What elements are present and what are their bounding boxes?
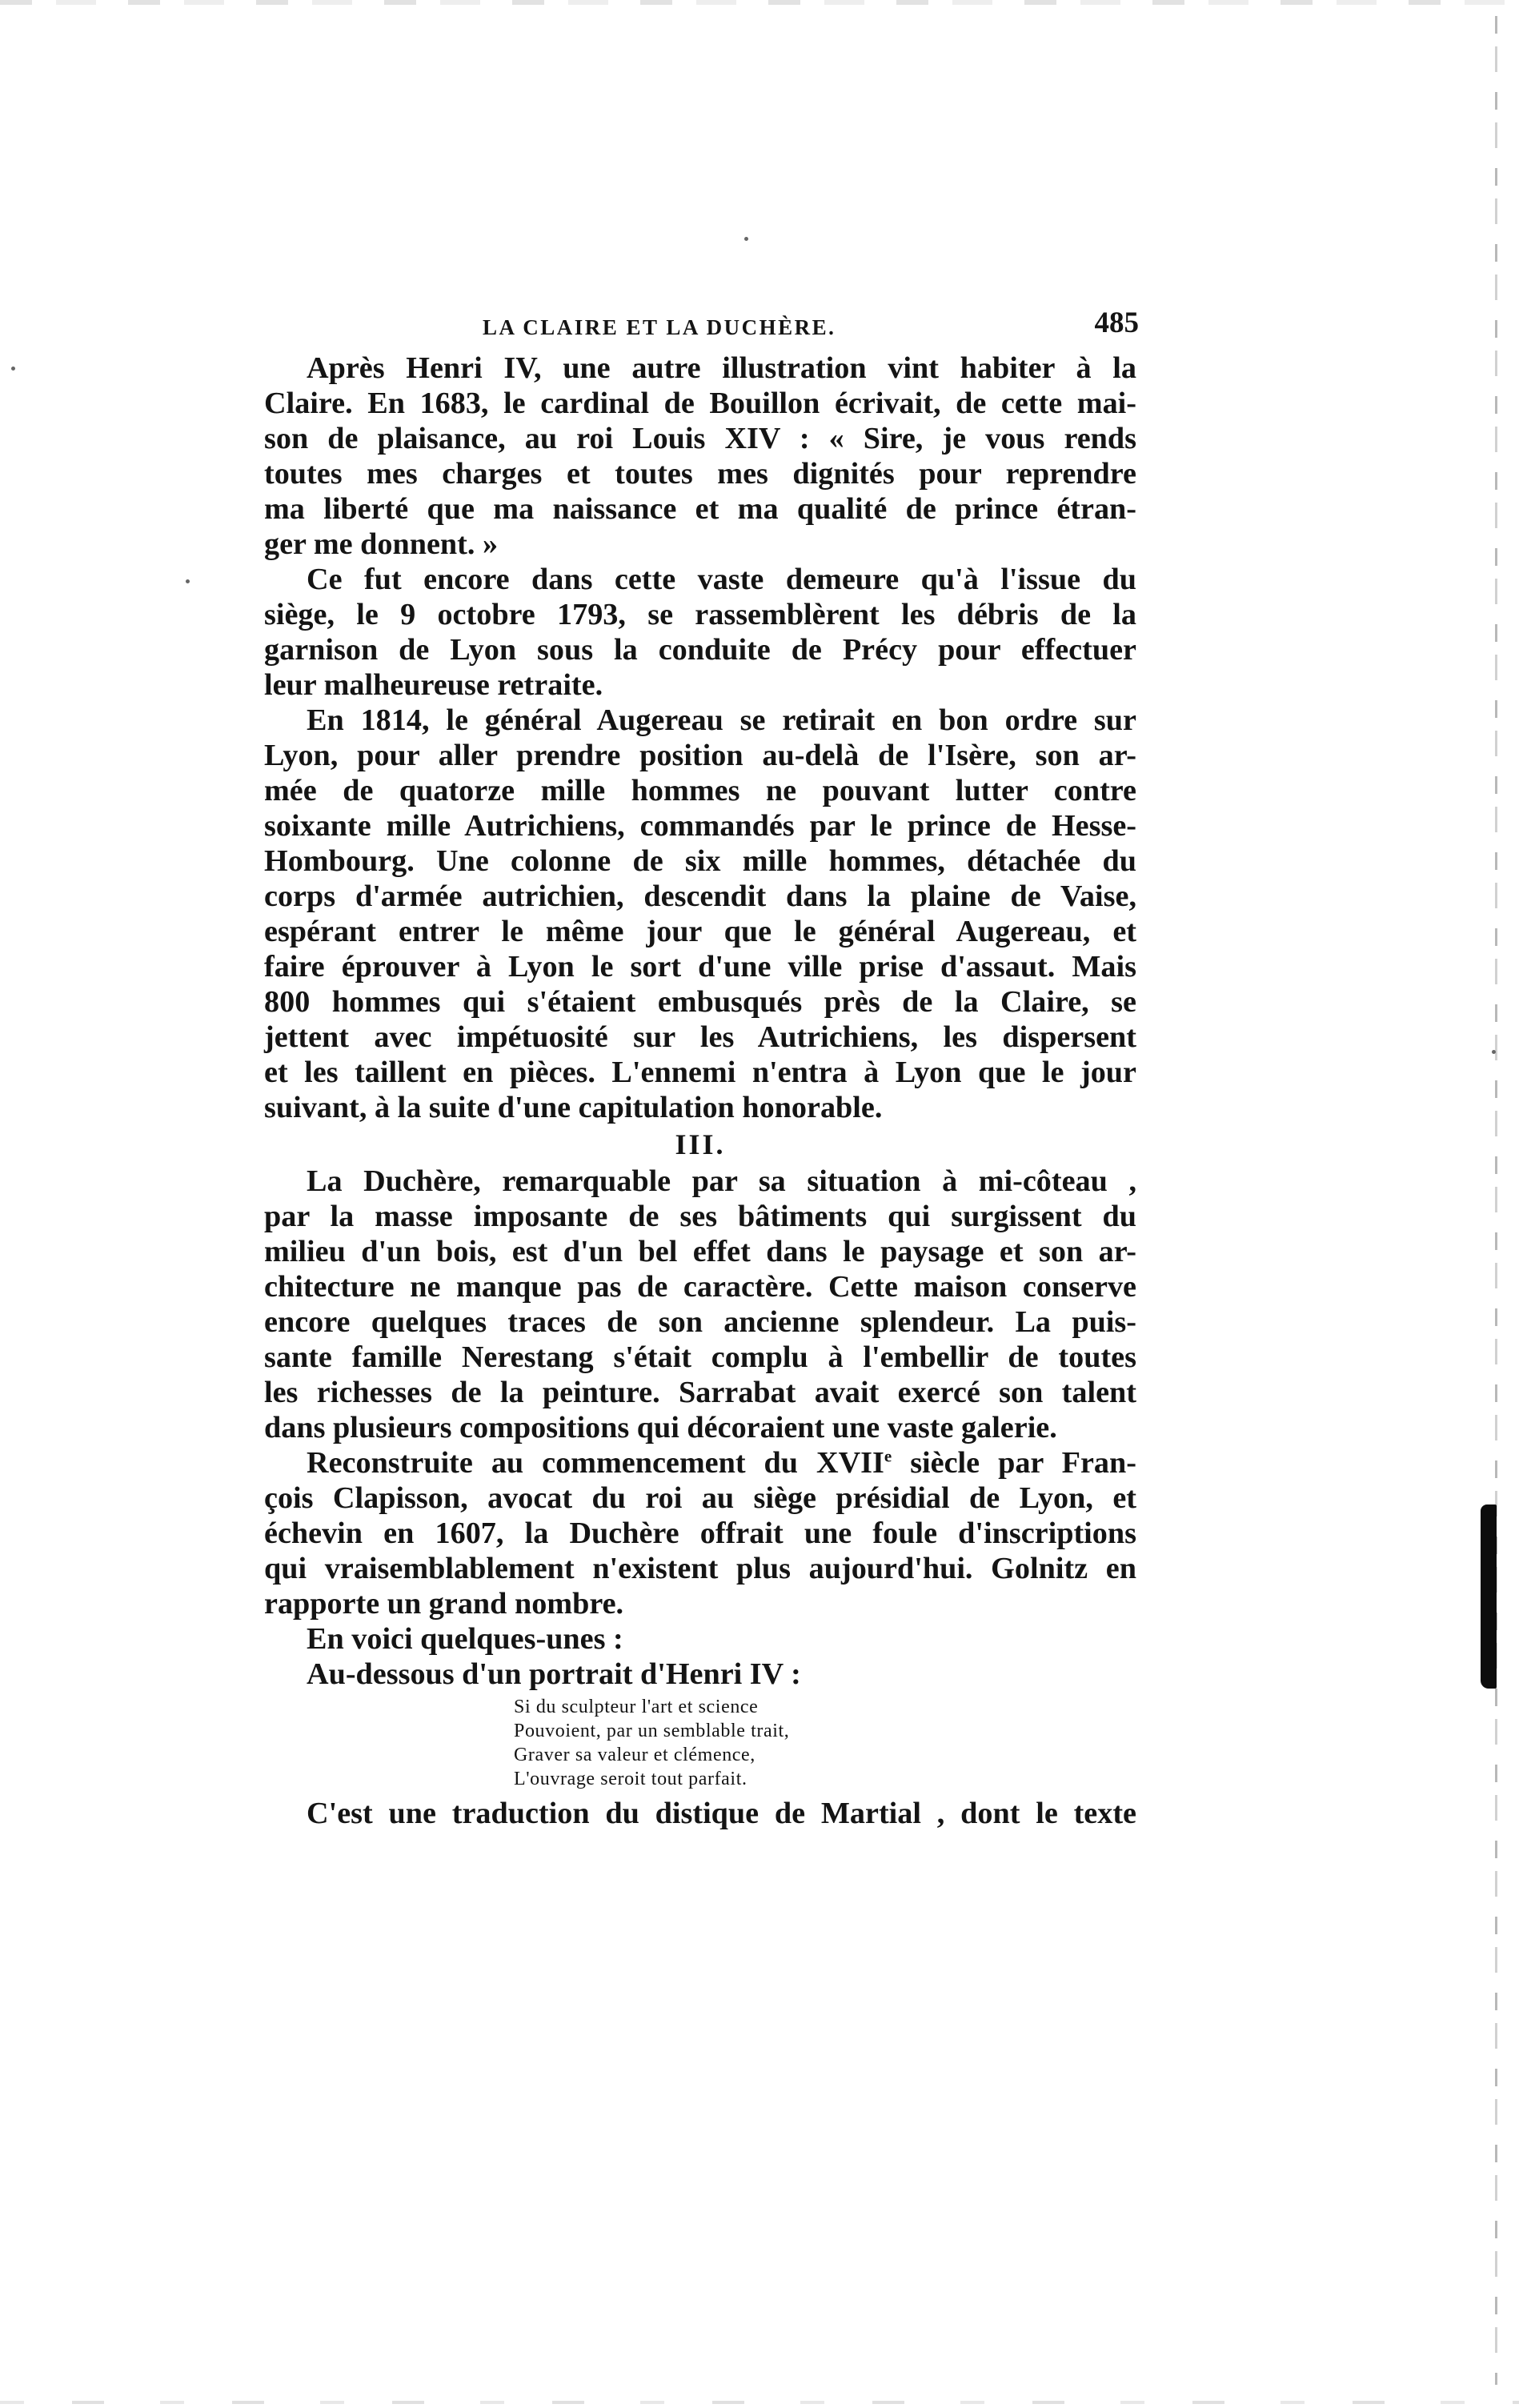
- text-line: échevin en 1607, la Duchère offrait une foule d'inscriptions: [264, 1517, 1136, 1550]
- text-line: Hombourg. Une colonne de six mille hommes, détachée du: [264, 844, 1136, 878]
- text-line: siège, le 9 octobre 1793, se rassemblèrent les débris de la: [264, 598, 1136, 631]
- text-line: chitecture ne manque pas de caractère. Cette maison conserve: [264, 1270, 1136, 1304]
- verse-line: Pouvoient, par un semblable trait,: [514, 1721, 790, 1741]
- text-line: 800 hommes qui s'étaient embusqués près de la Claire, se: [264, 985, 1136, 1019]
- paragraph-4: [264, 1164, 1136, 1445]
- text-line: Après Henri IV, une autre illustration vint habiter à la: [307, 351, 1136, 385]
- text-line: rapporte un grand nombre.: [264, 1587, 624, 1621]
- text-line: garnison de Lyon sous la conduite de Précy pour effectuer: [264, 633, 1136, 667]
- text-line: ma liberté que ma naissance et ma qualité de prince étran-: [264, 492, 1136, 526]
- verse-line: Si du sculpteur l'art et science: [514, 1697, 759, 1717]
- scan-edge-bottom: [0, 2401, 1519, 2404]
- scan-edge-top: [0, 0, 1519, 5]
- text-line: Lyon, pour aller prendre position au-delà de l'Isère, son ar-: [264, 739, 1136, 772]
- text-line: son de plaisance, au roi Louis XIV : « Sire, je vous rends: [264, 422, 1136, 455]
- scan-edge-right: [1495, 16, 1497, 2385]
- section-heading: III.: [675, 1128, 726, 1160]
- paragraph-2: [264, 562, 1136, 703]
- text-line: corps d'armée autrichien, descendit dans la plaine de Vaise,: [264, 879, 1136, 913]
- ink-blot: [1481, 1504, 1497, 1689]
- text-line: dans plusieurs compositions qui décoraient une vaste galerie.: [264, 1411, 1057, 1444]
- page-header: [483, 306, 1139, 354]
- running-title: LA CLAIRE ET LA DUCHÈRE.: [483, 315, 836, 339]
- text-line: En 1814, le général Augereau se retirait en bon ordre sur: [307, 703, 1136, 737]
- text-line: leur malheureuse retraite.: [264, 668, 603, 702]
- text-line: faire éprouver à Lyon le sort d'une ville prise d'assaut. Mais: [264, 950, 1136, 984]
- text-line: espérant entrer le même jour que le général Augereau, et: [264, 915, 1136, 948]
- text-line: jettent avec impétuosité sur les Autrichiens, les dispersent: [264, 1020, 1136, 1054]
- paragraph-5: [264, 1445, 1136, 1621]
- text-line: C'est une traduction du distique de Martial , dont le texte: [307, 1797, 1136, 1830]
- text-line: par la masse imposante de ses bâtiments qui surgissent du: [264, 1200, 1136, 1233]
- text-line: Au-dessous d'un portrait d'Henri IV :: [307, 1657, 801, 1691]
- paragraph-1: [264, 351, 1136, 562]
- verse-line: Graver sa valeur et clémence,: [514, 1745, 755, 1765]
- text-line: mée de quatorze mille hommes ne pouvant lutter contre: [264, 774, 1136, 807]
- text-line: Claire. En 1683, le cardinal de Bouillon écrivait, de cette mai-: [264, 387, 1136, 420]
- text-line: les richesses de la peinture. Sarrabat avait exercé son talent: [264, 1376, 1136, 1409]
- text-line: suivant, à la suite d'une capitulation honorable.: [264, 1091, 883, 1124]
- text-line: milieu d'un bois, est d'un bel effet dans le paysage et son ar-: [264, 1235, 1136, 1268]
- text-line: encore quelques traces de son ancienne splendeur. La puis-: [264, 1305, 1136, 1339]
- verse-inscription: [264, 1695, 1136, 1791]
- superscript: e: [884, 1446, 892, 1466]
- speck: [11, 367, 15, 371]
- text-line: La Duchère, remarquable par sa situation à mi-côteau ,: [307, 1164, 1136, 1198]
- speck: [744, 237, 748, 241]
- speck: [1492, 1050, 1496, 1054]
- text-line: [264, 1445, 1136, 1480]
- page-number: 485: [1094, 307, 1139, 339]
- text-fragment: siècle par Fran-: [892, 1446, 1136, 1480]
- text-fragment: Reconstruite au commencement du XVII: [307, 1446, 884, 1480]
- text-line: ger me donnent. »: [264, 527, 499, 561]
- text-line: Ce fut encore dans cette vaste demeure qu'à l'issue du: [307, 563, 1136, 596]
- text-line: qui vraisemblablement n'existent plus aujourd'hui. Golnitz en: [264, 1552, 1136, 1585]
- text-line: toutes mes charges et toutes mes dignités pour reprendre: [264, 457, 1136, 491]
- paragraph-3: [264, 703, 1136, 1125]
- body-text: [264, 351, 1136, 1831]
- verse-line: L'ouvrage seroit tout parfait.: [514, 1769, 747, 1789]
- text-line: et les taillent en pièces. L'ennemi n'entra à Lyon que le jour: [264, 1056, 1136, 1089]
- text-line: çois Clapisson, avocat du roi au siège présidial de Lyon, et: [264, 1481, 1136, 1515]
- text-line: sante famille Nerestang s'était complu à l'embellir de toutes: [264, 1340, 1136, 1374]
- text-line: soixante mille Autrichiens, commandés par le prince de Hesse-: [264, 809, 1136, 843]
- text-line: En voici quelques-unes :: [307, 1622, 623, 1656]
- speck: [186, 579, 190, 583]
